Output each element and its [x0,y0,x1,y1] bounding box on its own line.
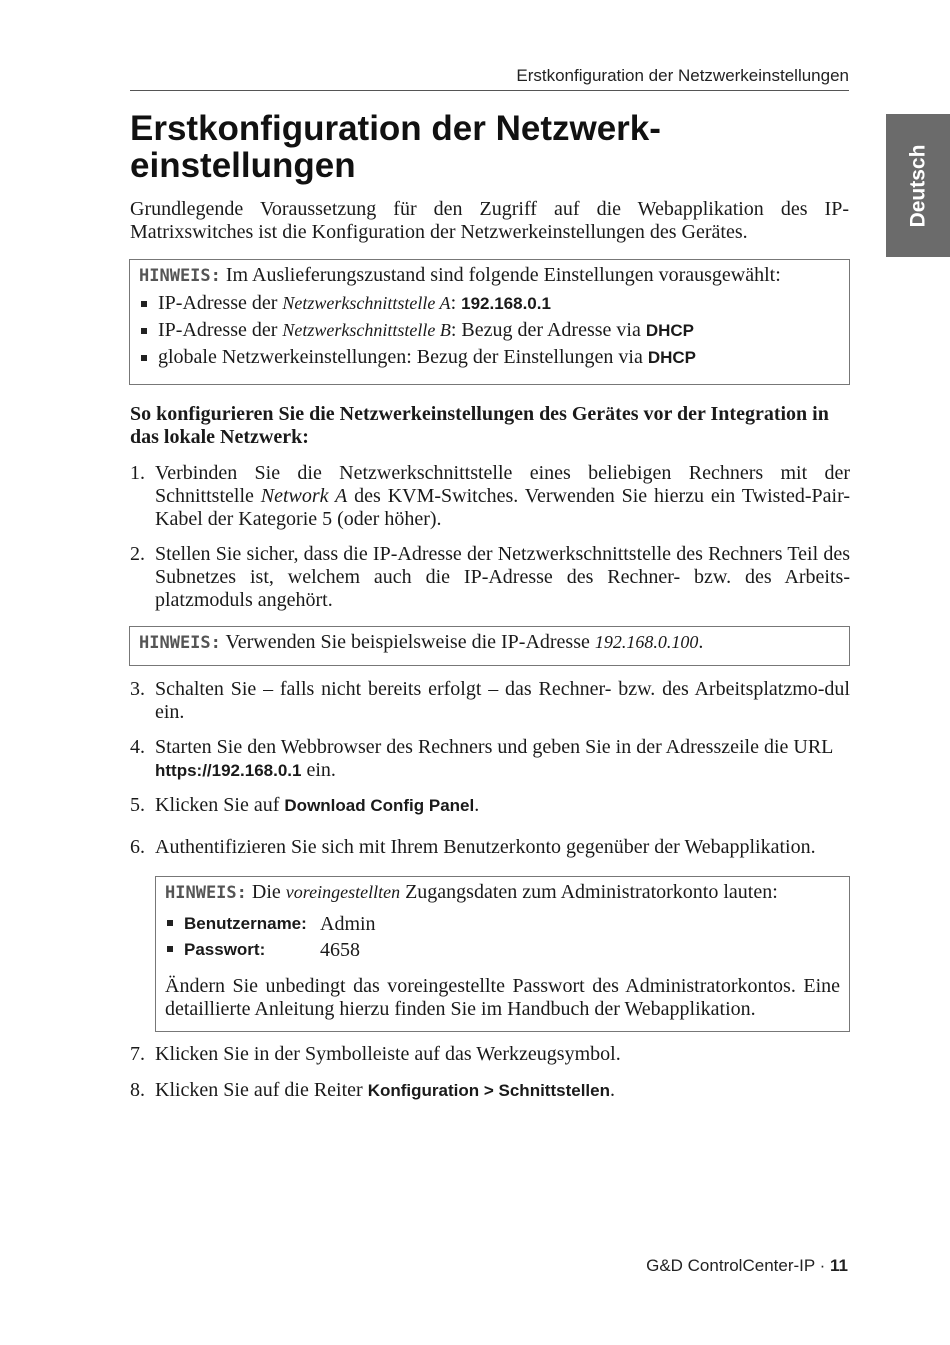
credential-value: 4658 [320,939,360,961]
running-header [130,66,849,91]
password-warning: Ändern Sie unbedingt das voreingestellte Passwort des Administratorkontos. Eine detaillierte Anleitung hierzu finden Sie im Handbuch der Webapplikation. [165,975,840,1020]
note-label: HINWEIS: [165,883,247,903]
credential-key: Passwort: [184,940,266,959]
step-6: 6. Authentifizieren Sie sich mit Ihrem Benutzerkonto gegenüber der Webapplikation. [130,836,816,858]
credential-row [165,911,840,937]
interface-name: Netzwerkschnittstelle B [282,320,451,340]
page-title [130,110,830,184]
ui-path: Konfiguration > Schnittstellen [367,1081,610,1100]
step-2: 2. Stellen Sie sicher, dass die IP-Adresse der Netzwerkschnittstelle des Rechners Teil des Subnetzes ist, welchem auch die IP-Adresse des Rechner- bzw. des Arbeits-platzmoduls angehört. [130,543,850,611]
page-number: 11 [830,1256,848,1275]
step-3: 3. Schalten Sie – falls nicht bereits erfolgt – das Rechner- bzw. des Arbeitsplatzmo-dul ein. [130,678,850,723]
step-5: 5. Klicken Sie auf Download Config Panel. [130,794,480,816]
credential-key: Benutzername: [184,914,307,933]
list-item: globale Netzwerkeinstellungen: Bezug der Einstellungen via DHCP [139,346,840,369]
ip-address: 192.168.0.1 [461,294,551,313]
url-text: https://192.168.0.1 [155,761,302,780]
list-item: IP-Adresse der Netzwerkschnittstelle A: 192.168.0.1 [139,292,840,315]
page-title-line2: einstellungen [130,146,356,185]
note-label: HINWEIS: [139,266,221,286]
language-tab [886,114,950,257]
page-title-line1: Erstkonfiguration der Netzwerk- [130,109,661,148]
credential-value: Admin [320,913,376,935]
step-8: 8. Klicken Sie auf die Reiter Konfiguration > Schnittstellen. [130,1079,615,1101]
running-header-title: Erstkonfiguration der Netzwerkeinstellungen [516,66,849,85]
step-4: 4. Starten Sie den Webbrowser des Rechners und geben Sie in der Adresszeile die URL https://192.168.0.1 ein. [130,736,833,781]
list-item: IP-Adresse der Netzwerkschnittstelle B: Bezug der Adresse via DHCP [139,319,840,342]
credential-row [165,937,840,963]
step-1: 1. Verbinden Sie die Netzwerkschnittstelle eines beliebigen Rechners mit der Schnittstelle Network A des KVM-Switches. Verwenden Sie hierzu ein Twisted-Pair-Kabel der Kategorie 5 (oder höher). [130,462,850,530]
example-ip: 192.168.0.100 [594,632,699,652]
footer-product: G&D ControlCenter-IP · [646,1256,831,1275]
note-label: HINWEIS: [139,633,221,653]
language-tab-label: Deutsch [906,144,930,227]
dhcp-label: DHCP [645,321,694,340]
note-box-credentials: HINWEIS: Die voreingestellten Zugangsdaten zum Administratorkonto lauten: Benutzername: Admin Passwort: 4658 Ändern Sie unbedingt das voreingestellte Passwort des Administratorkontos. Eine detaillierte Anleitung hierzu finden Sie im Handbuch der Webapplikation. [155,876,850,1032]
page-footer [540,1256,848,1276]
port-name: Network A [260,485,348,507]
dhcp-label: DHCP [647,348,697,367]
interface-name: Netzwerkschnittstelle A [282,293,451,313]
ui-element-name: Download Config Panel [284,796,475,815]
note-box-ip-example: HINWEIS: Verwenden Sie beispielsweise die IP-Adresse 192.168.0.100. [129,626,850,666]
note-box-defaults [129,259,850,385]
note-text: Im Auslieferungszustand sind folgende Einstellungen vorausgewählt: [225,264,781,286]
step-7: 7. Klicken Sie in der Symbolleiste auf das Werkzeugsymbol. [130,1043,621,1065]
procedure-heading: So konfigurieren Sie die Netzwerkeinstellungen des Gerätes vor der Integration in das lokale Netzwerk: [130,403,829,448]
intro-paragraph: Grundlegende Voraussetzung für den Zugriff auf die Webapplikation des IP-Matrixswitches ist die Konfiguration der Netzwerkeinstellungen des Gerätes. [130,198,849,243]
